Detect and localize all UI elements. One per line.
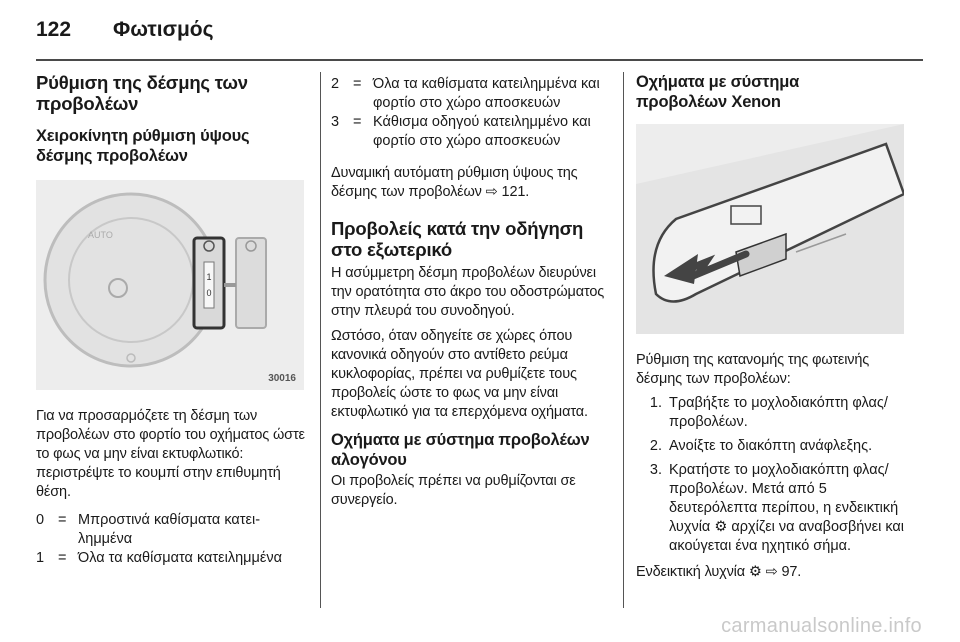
turn-signal-stalk-figure — [636, 124, 904, 334]
stalk-illustration — [636, 124, 904, 334]
svg-text:1: 1 — [206, 272, 212, 282]
load-position-list — [331, 75, 613, 151]
subsection-heading: Οχήματα με σύστημα προβολέων αλογόνου — [331, 431, 590, 469]
body-text: Οι προβολείς πρέπει να ρυθμίζονται σε συνεργείο. — [331, 473, 576, 508]
list-item: 2. Ανοίξτε το διακόπτη ανάφλεξης. — [649, 438, 873, 454]
subsection-heading: Οχήματα με σύστημα προβολέων Xenon — [636, 73, 800, 111]
load-position-list — [36, 511, 308, 568]
body-text: Για να προσαρμόζετε τη δέσμη των προβολέων στο φορτίο του οχήματος ώστε το φως να μην είναι εκτυφλωτικό: περιστρέψτε το κουμπί στην επιθυμητή θέση. — [36, 408, 305, 500]
section-heading: Ρύθμιση της δέσμης των προβολέων — [36, 72, 248, 114]
watermark: carmanualsonline.info — [721, 615, 922, 637]
headlight-control-figure — [36, 180, 304, 390]
body-text: Δυναμική αυτόματη ρύθμιση ύψους της δέσμης των προβολέων ⇨ 121. — [331, 165, 578, 200]
column-2 — [331, 75, 613, 510]
column-1 — [36, 72, 308, 568]
list-item: 1 = Όλα τα καθίσματα κατειλημμένα — [36, 550, 282, 566]
list-item: 3. Κρατήστε το μοχλοδιακόπτη φλας/προβολέων. Μετά από 5 δευτερόλεπτα περίπου, η ενδεικτική λυχνία ⚙ αρχίζει να αναβοσβήνει και ακούγεται ένα ηχητικό σήμα. — [649, 462, 905, 554]
steps-list — [636, 394, 914, 556]
body-text: Ενδεικτική λυχνία ⚙ ⇨ 97. — [636, 564, 802, 580]
headlight-switch-illustration — [36, 180, 304, 390]
section-title: Φωτισμός — [113, 18, 214, 41]
column-divider — [623, 72, 624, 608]
list-item: 2 = Όλα τα καθίσματα κατειλημμένα και φορτίο στο χώρο αποσκευών — [331, 76, 600, 111]
body-text: Η ασύμμετρη δέσμη προβολέων διευρύνει την ορατότητα στο άκρο του οδοστρώματος στην πλευρά του συνοδηγού. — [331, 265, 605, 319]
list-item: 0 = Μπροστινά καθίσματα κατειλημμένα — [36, 512, 261, 547]
column-3 — [636, 72, 914, 582]
list-item: 1. Τραβήξτε το μοχλοδιακόπτη φλας/προβολέων. — [649, 395, 888, 430]
body-text: Ωστόσο, όταν οδηγείτε σε χώρες όπου κανονικά οδηγούν στο αντίθετο ρεύμα κυκλοφορίας, πρέπει να ρυθμίζετε τους προβολείς ώστε το φως να μην είναι εκτυφλωτικό για τα επερχόμενα οχήματα. — [331, 328, 588, 420]
body-text: Ρύθμιση της κατανομής της φωτεινής δέσμης των προβολέων: — [636, 352, 870, 387]
list-item: 3 = Κάθισμα οδηγού κατειλημμένο και φορτίο στο χώρο αποσκευών — [331, 114, 591, 149]
page-header — [0, 0, 960, 60]
svg-text:0: 0 — [206, 288, 212, 298]
header-rule — [36, 59, 923, 61]
subsection-heading: Χειροκίνητη ρύθμιση ύψους δέσμης προβολέων — [36, 127, 250, 165]
section-heading: Προβολείς κατά την οδήγηση στο εξωτερικό — [331, 218, 584, 260]
figure-number: 30016 — [268, 373, 296, 384]
page-number: 122 — [36, 18, 72, 41]
column-divider — [320, 72, 321, 608]
svg-text:AUTO: AUTO — [88, 230, 113, 240]
